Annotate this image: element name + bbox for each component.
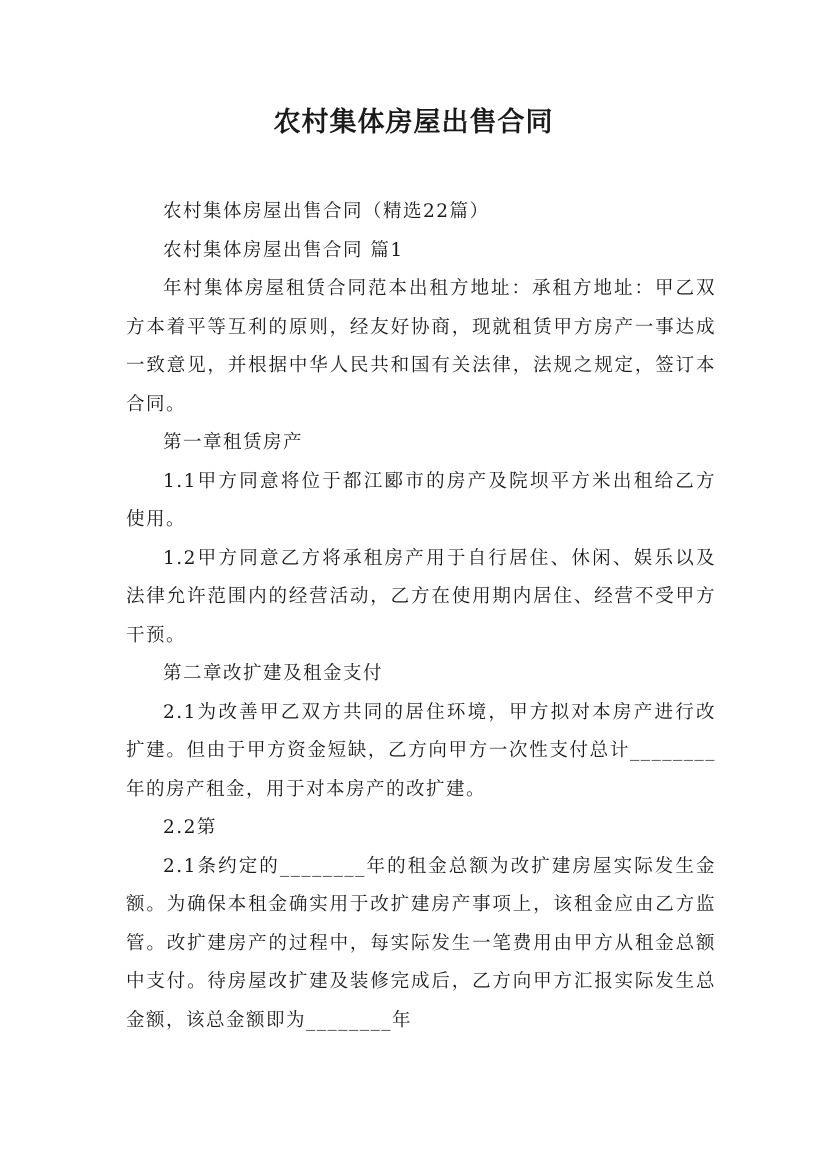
paragraph: 农村集体房屋出售合同（精选22篇） bbox=[163, 201, 490, 222]
document-body bbox=[126, 193, 716, 1040]
section-heading: 第二章改扩建及租金支付 bbox=[163, 663, 384, 684]
paragraph: 年村集体房屋租赁合同范本出租方地址：承租方地址：甲乙双方本着平等互利的原则，经友好协商，现就租赁甲方房产一事达成一致意见，并根据中华人民共和国有关法律，法规之规定，签订本合同。 bbox=[126, 278, 716, 415]
paragraph: 1.2甲方同意乙方将承租房产用于自行居住、休闲、娱乐以及法律允许范围内的经营活动，乙方在使用期内居住、经营不受甲方干预。 bbox=[126, 547, 716, 646]
paragraph: 2.2第 bbox=[163, 817, 217, 838]
document-title: 农村集体房屋出售合同 bbox=[273, 107, 554, 138]
paragraph: 1.1甲方同意将位于都江郾市的房产及院坝平方米出租给乙方使用。 bbox=[126, 470, 716, 530]
paragraph: 2.1为改善甲乙双方共同的居住环境，甲方拟对本房产进行改扩建。但由于甲方资金短缺，乙方向甲方一次性支付总计________年的房产租金，用于对本房产的改扩建。 bbox=[126, 701, 716, 800]
section-heading: 第一章租赁房产 bbox=[163, 432, 304, 453]
paragraph: 农村集体房屋出售合同 篇1 bbox=[163, 239, 404, 261]
paragraph: 2.1条约定的________年的租金总额为改扩建房屋实际发生金额。为确保本租金确实用于改扩建房产事项上，该租金应由乙方监管。改扩建房产的过程中，每实际发生一笔费用由甲方从租金总额中支付。待房屋改扩建及装修完成后，乙方向甲方汇报实际发生总金额，该总金额即为________年 bbox=[126, 855, 716, 1031]
